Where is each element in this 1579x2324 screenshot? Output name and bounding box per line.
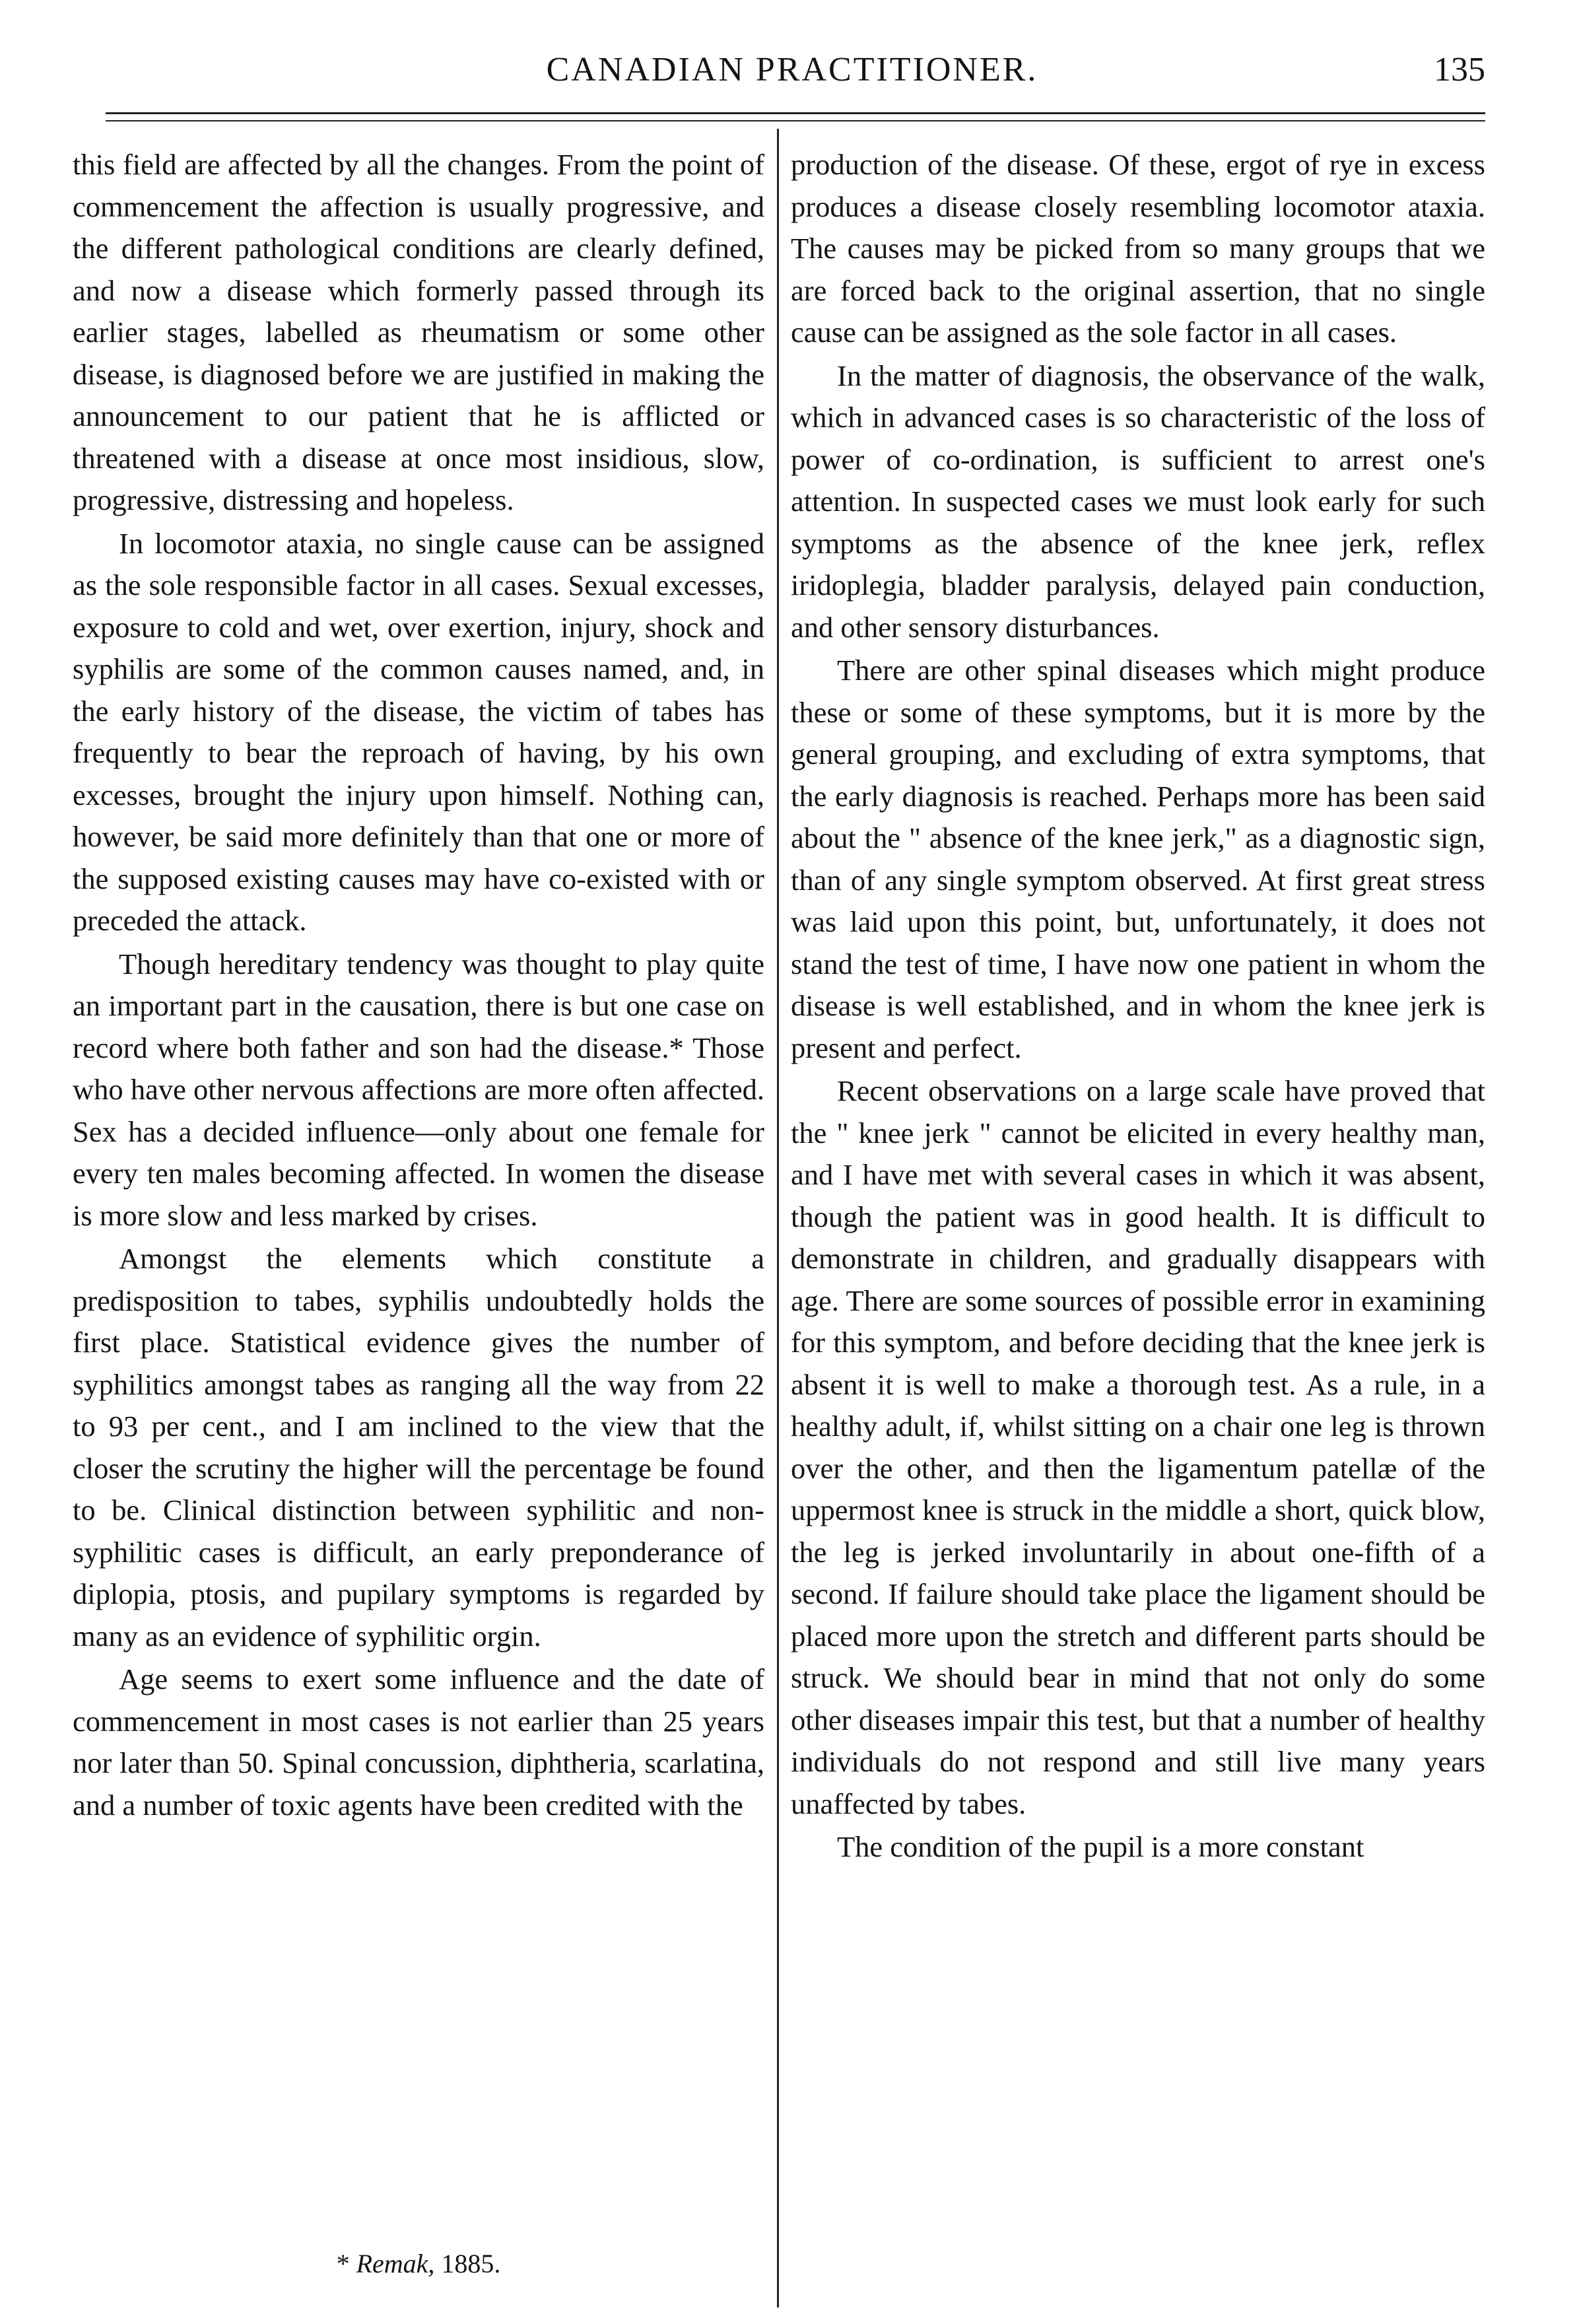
header-rule <box>106 112 1485 114</box>
page-number: 135 <box>1434 51 1485 88</box>
footnote-marker: * <box>336 2249 350 2278</box>
paragraph: There are other spinal diseases which might produce these or some of these symptoms, but it is more by the general grouping, and excluding of extra symptoms, that the early diagnosis is reached. Perhaps more has been said about the " absence of the knee jerk," as a diagnostic sign, than of any single symptom observed. At first great stress was laid upon this point, but, unfortunately, it does not stand the test of time, I have now one patient in whom the disease is well established, and in whom the knee jerk is present and perfect. <box>791 654 1485 1064</box>
right-column <box>791 144 1485 1870</box>
paragraph: In locomotor ataxia, no single cause can be assigned as the sole responsible factor in all cases. Sexual excesses, exposure to cold and wet, over exertion, injury, shock and syphilis are some of the common causes named, and, in the early history of the disease, the victim of tabes has frequently to bear the reproach of having, by his own excesses, brought the injury upon himself. Nothing can, however, be said more definitely than that one or more of the supposed existing causes may have co-existed with or preceded the attack. <box>73 526 764 937</box>
paragraph-continued: production of the disease. Of these, ergot of rye in excess produces a disease closely resembling locomotor ataxia. The causes may be picked from so many groups that we are forced back to the original assertion, that no single cause can be assigned as the sole factor in all cases. <box>791 148 1485 349</box>
footnote <box>73 2248 764 2279</box>
paragraph: Age seems to exert some influence and the date of commencement in most cases is not earlier than 25 years nor later than 50. Spinal concussion, diphtheria, scarlatina, and a number of toxic agents have been credited with the <box>73 1662 764 1822</box>
running-title: CANADIAN PRACTITIONER. <box>546 51 1038 88</box>
header-rule-double <box>106 120 1485 121</box>
paragraph-continued: this field are affected by all the changes. From the point of commencement the affection is usually progressive, and the different pathological conditions are clearly defined, and now a disease which formerly passed through its earlier stages, labelled as rheumatism or some other disease, is diagnosed before we are justified in making the announcement to our patient that he is afflicted or threatened with a disease at once most insidious, slow, progressive, distressing and hopeless. <box>73 148 764 516</box>
column-divider <box>777 129 779 2307</box>
footnote-year: 1885. <box>441 2249 501 2278</box>
page-header <box>99 50 1485 96</box>
paragraph: The condition of the pupil is a more constant <box>837 1830 1364 1863</box>
footnote-source: Remak, <box>356 2249 435 2278</box>
paragraph: Amongst the elements which constitute a predisposition to tabes, syphilis undoubtedly holds the first place. Statistical evidence gives the number of syphilitics amongst tabes as ranging all the way from 22 to 93 per cent., and I am inclined to the view that the closer the scrutiny the higher will the percentage be found to be. Clinical distinction between syphilitic and non-syphilitic cases is difficult, an early preponderance of diplopia, ptosis, and pupilary symptoms is regarded by many as an evidence of syphilitic orgin. <box>73 1242 764 1653</box>
left-column <box>73 144 764 1828</box>
paragraph: Though hereditary tendency was thought to play quite an important part in the causation, there is but one case on record where both father and son had the disease.* Those who have other nervous affections are more often affected. Sex has a decided influence—only about one female for every ten males becoming affected. In women the disease is more slow and less marked by crises. <box>73 947 764 1232</box>
paragraph: Recent observations on a large scale have proved that the " knee jerk " cannot be elicited in every healthy man, and I have met with several cases in which it was absent, though the patient was in good health. It is difficult to demonstrate in children, and gradually disappears with age. There are some sources of possible error in examining for this symptom, and before deciding that the knee jerk is absent it is well to make a thorough test. As a rule, in a healthy adult, if, whilst sitting on a chair one leg is thrown over the other, and then the ligamentum patellæ of the uppermost knee is struck in the middle a short, quick blow, the leg is jerked involuntarily in about one-fifth of a second. If failure should take place the ligament should be placed more upon the stretch and different parts should be struck. We should bear in mind that not only do some other diseases impair this test, but that a number of healthy individuals do not respond and still live many years unaffected by tabes. <box>791 1074 1485 1820</box>
paragraph: In the matter of diagnosis, the observance of the walk, which in advanced cases is so characteristic of the loss of power of co-ordination, is sufficient to arrest one's attention. In suspected cases we must look early for such symptoms as the absence of the knee jerk, reflex iridoplegia, bladder paralysis, delayed pain conduction, and other sensory disturbances. <box>791 359 1485 644</box>
